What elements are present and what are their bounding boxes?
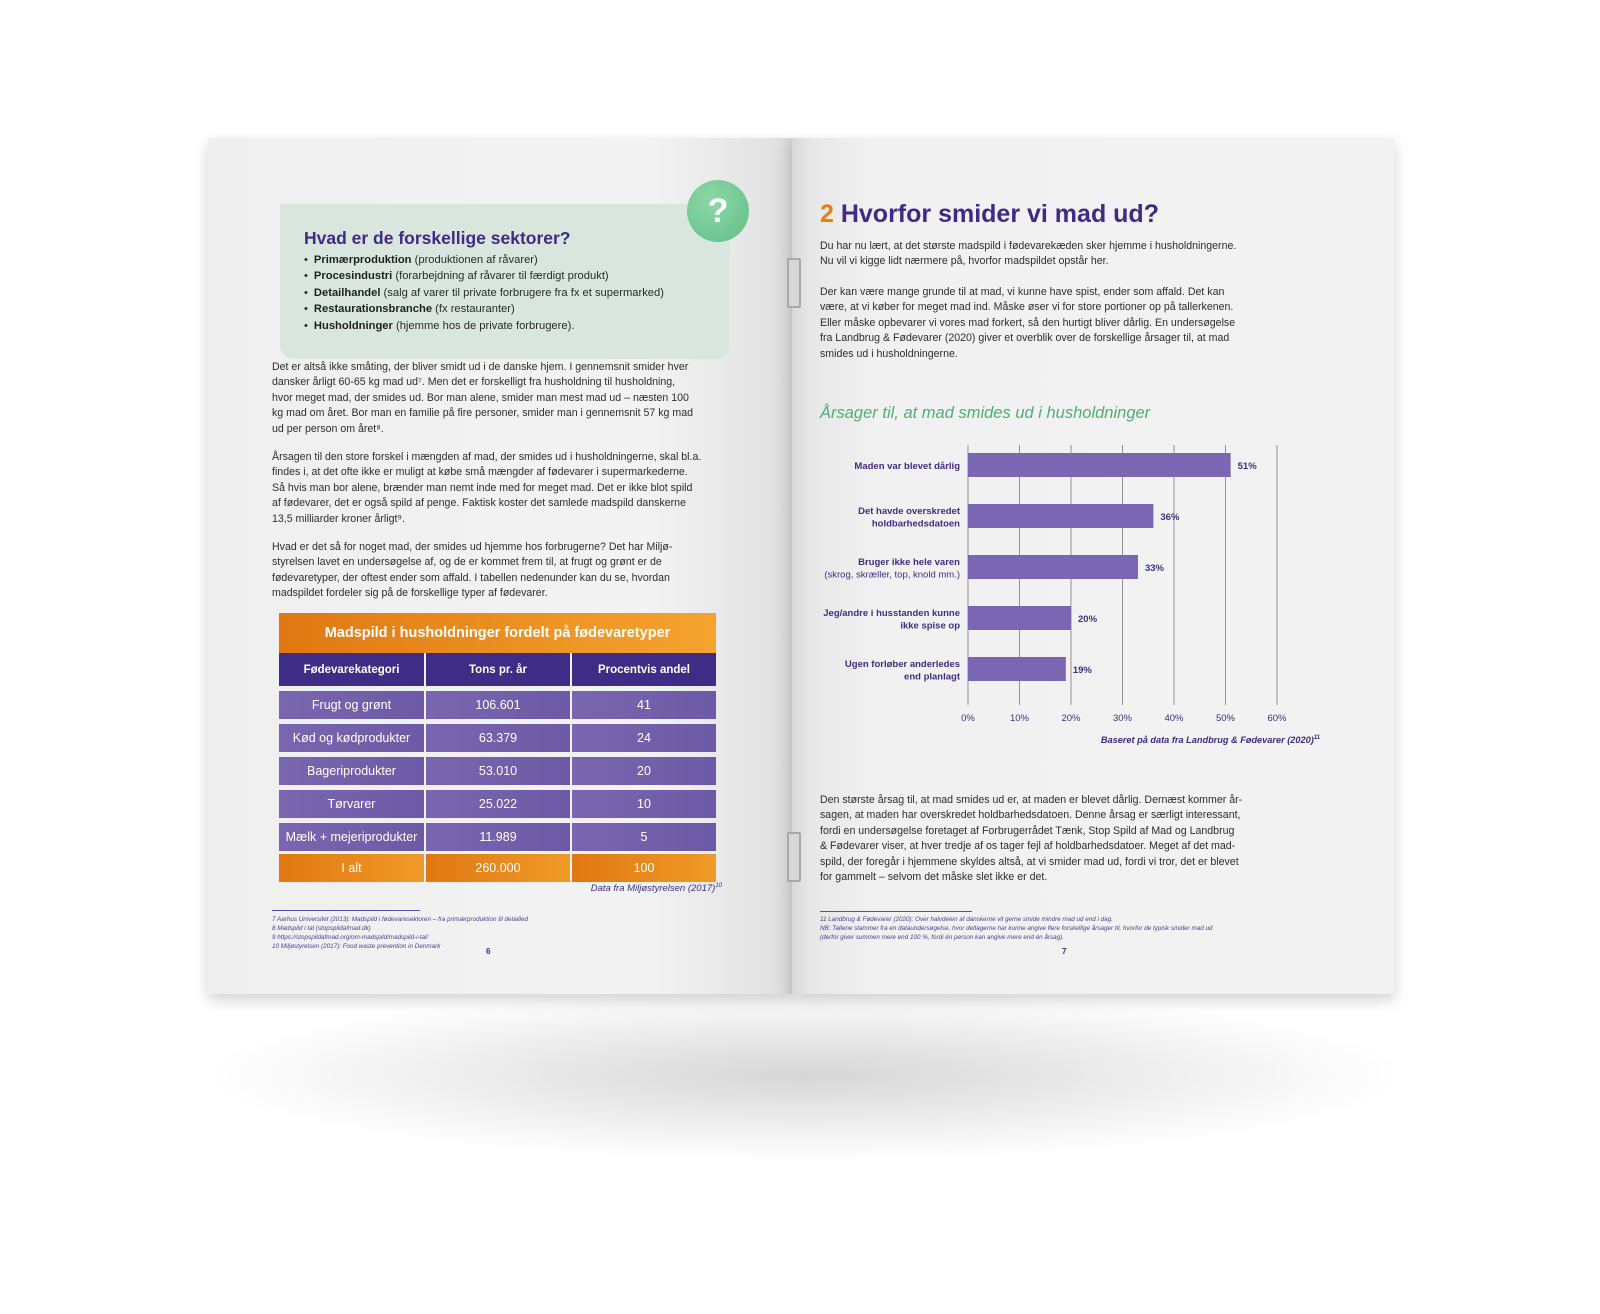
table-cell: Mælk + mejeriprodukter <box>279 823 424 851</box>
page-heading: 2 Hvorfor smider vi mad ud? <box>820 200 1159 228</box>
table-row <box>279 757 716 785</box>
table-cell: 5 <box>572 823 716 851</box>
body-paragraph: Der kan være mange grunde til at mad, vi kunne have spist, ender som affald. Det kan være, at vi køber for meget mad ind. Måske øser vi for store portioner op på tallerkenen. Eller måske opbevarer vi vores mad forkert, så den hurtigt bliver dårlig. En undersøgelse fra Landbrug & Fødevarer (2020) giver et overblik over de forskellige årsager til, at mad smides ud i husholdningerne. <box>820 286 1236 360</box>
bar <box>968 555 1138 579</box>
table-cell: Kød og kødprodukter <box>279 724 424 752</box>
bar-chart <box>792 433 1394 733</box>
page-number: 6 <box>486 947 491 956</box>
category-label: Ugen forløber anderledes <box>844 658 960 670</box>
x-tick-label: 40% <box>1164 713 1184 724</box>
body-paragraph: Den største årsag til, at mad smides ud er, at maden er blevet dårlig. Dernæst kommer år- sagen, at maden har overskredet holdbarhedsdatoen. Denne årsag er særligt interessant, fordi en undersøgelse foretaget af Forbrugerrådet Tænk, Stop Spild af Mad og Landbrug & Fødevarer viser, at hver tredje af os tager fejl af holdbarhedsdatoer. Meget af det mad- spild, der foregår i hjemmene skyldes altså, at vi smider mad ud, fordi vi tror, det er blevet for gammelt – selvom det måske slet ikke er det. <box>820 794 1243 884</box>
table-cell: 260.000 <box>426 854 570 882</box>
staple <box>787 258 801 308</box>
column-header: Fødevarekategori <box>279 653 424 686</box>
table-cell: I alt <box>279 854 424 882</box>
body-paragraph: Du har nu lært, at det største madspild i fødevarekæden sker hjemme i husholdningerne. Nu vil vi kigge lidt nærmere på, hvorfor madspildet opstår her. <box>820 240 1237 268</box>
chart-source: Baseret på data fra Landbrug & Fødevarer $(2020)^{11}$ <box>1100 735 1320 746</box>
body-paragraph: Årsagen til den store forskel i mængden af mad, der smides ud i husholdningerne, skal bl.a. findes i, at det ofte ikke er muligt at købe små mængder af fødevarer i supermarkederne. Så hvis man bor alene, brænder man nemt inde med for meget mad. Det er ikke blot spild af fødevarer, det er også spild af penge. Faktisk koster det samlede madspild danskerne 13,5 milliarder kroner årligt⁹. <box>272 451 702 525</box>
x-tick-label: 50% <box>1215 713 1236 724</box>
table-cell: Bageriprodukter <box>279 757 424 785</box>
table-header <box>279 653 716 686</box>
table-cell: 63.379 <box>426 724 570 752</box>
table-title: Madspild i husholdninger fordelt på fødevaretyper <box>279 613 716 653</box>
table-cell: 24 <box>572 724 716 752</box>
table-source: Data fra Miljøstyrelsen $(2017)^{10}$ <box>590 883 722 895</box>
column-header: Procentvis andel <box>572 653 716 686</box>
list-item: • Procesindustri (forarbejdning af råvarer til færdigt produkt) <box>304 268 664 284</box>
footnotes: 11 Landbrug & Fødevarer (2020): Over halvdelen af danskerne vil gerne smide mindre mad ud end i dag. NB: Tallene stammer fra en dataundersøgelse, hvor deltagerne har kunne angive flere forskellige årsager til, hvorfor de typisk smider mad ud (derfor giver summen mere end 100 %, fordi én person kan angive mere end én årsag). <box>820 916 1213 941</box>
category-label: Det havde overskredet <box>858 505 960 517</box>
table-row <box>279 724 716 752</box>
x-tick-label: 10% <box>1009 713 1030 724</box>
food-waste-table <box>279 613 716 882</box>
table-cell: 100 <box>572 854 716 882</box>
table-cell: Tørvarer <box>279 790 424 818</box>
table-cell: Frugt og grønt <box>279 691 424 719</box>
info-box-title: Hvad er de forskellige sektorer? <box>304 228 571 248</box>
bar-value-label: 36% <box>1160 512 1180 523</box>
category-label: (skrog, skræller, top, knold mm.) <box>824 569 960 581</box>
page-number: 7 <box>1062 947 1067 956</box>
column-header: Tons pr. år <box>426 653 570 686</box>
table-row <box>279 790 716 818</box>
body-paragraph: Det er altså ikke småting, der bliver smidt ud i de danske hjem. I gennemsnit smider hver dansker årligt 60-65 kg mad ud⁷. Men det er forskelligt fra husholdning til husholdning, hvor meget mad, der smides ud. Bor man alene, smider man mest mad ud – næsten 100 kg mad om året. Bor man en familie på fire personer, smider man i gennemsnit 57 kg mad ud per person om året⁸. <box>272 361 694 435</box>
footnotes: 7 Aarhus Universitet (2013): Madspild i fødevaresektoren – fra primærproduktion til detailled 8 Madspild i tal (stopspildafmad.dk) 9 https://stopspildafmad.org/om-madspild/madspild-i-tal/ 10 Miljøstyrelsen (2017): Food waste prevention in Denmark <box>272 916 528 950</box>
category-label: ikke spise op <box>900 620 960 632</box>
category-label: Jeg/andre i husstanden kunne <box>823 607 960 619</box>
bar <box>968 657 1066 681</box>
table-cell: 11.989 <box>426 823 570 851</box>
left-page <box>208 138 792 994</box>
table-cell: 106.601 <box>426 691 570 719</box>
table-row <box>279 823 716 851</box>
table-cell: 53.010 <box>426 757 570 785</box>
table-total-row <box>279 854 716 882</box>
right-page <box>792 138 1394 994</box>
x-tick-label: 0% <box>961 713 975 724</box>
category-label: holdbarhedsdatoen <box>871 518 960 530</box>
page-shadow <box>215 990 1395 1160</box>
bar-value-label: 19% <box>1072 665 1092 676</box>
bar <box>968 453 1231 477</box>
category-label: Bruger ikke hele varen <box>858 556 960 568</box>
table-cell: 41 <box>572 691 716 719</box>
list-item: • Husholdninger (hjemme hos de private forbrugere). <box>304 318 664 334</box>
list-item: • Primærproduktion (produktionen af råvarer) <box>304 252 664 268</box>
table-cell: 25.022 <box>426 790 570 818</box>
staple <box>787 832 801 882</box>
bar <box>968 504 1153 528</box>
table-row <box>279 691 716 719</box>
question-mark-icon: ? <box>687 180 749 242</box>
bar <box>968 606 1071 630</box>
sector-list <box>304 252 664 334</box>
body-paragraph: Hvad er det så for noget mad, der smides ud hjemme hos forbrugerne? Det har Miljø- styrelsen lavet en undersøgelse af, og de er kommet frem til, at frugt og grønt er de fødevaretyper, der oftest ender som affald. I tabellen nedenunder kan du se, hvordan madspildet fordeler sig på de forskellige typer af fødevarer. <box>272 541 673 600</box>
chart-title: Årsager til, at mad smides ud i husholdninger <box>820 404 1151 422</box>
list-item: • Detailhandel (salg af varer til private forbrugere fra fx et supermarked) <box>304 285 664 301</box>
bar-value-label: 20% <box>1078 614 1098 625</box>
footnote-divider <box>820 911 972 912</box>
x-tick-label: 30% <box>1112 713 1133 724</box>
list-item: • Restaurationsbranche (fx restauranter) <box>304 301 664 317</box>
bar-value-label: 51% <box>1237 461 1257 472</box>
x-tick-label: 20% <box>1061 713 1081 724</box>
category-label: Maden var blevet dårlig <box>854 461 960 472</box>
bar-value-label: 33% <box>1144 563 1164 574</box>
table-cell: 20 <box>572 757 716 785</box>
category-label: end planlagt <box>904 671 960 683</box>
table-cell: 10 <box>572 790 716 818</box>
x-tick-label: 60% <box>1267 713 1287 724</box>
footnote-divider <box>272 910 420 911</box>
